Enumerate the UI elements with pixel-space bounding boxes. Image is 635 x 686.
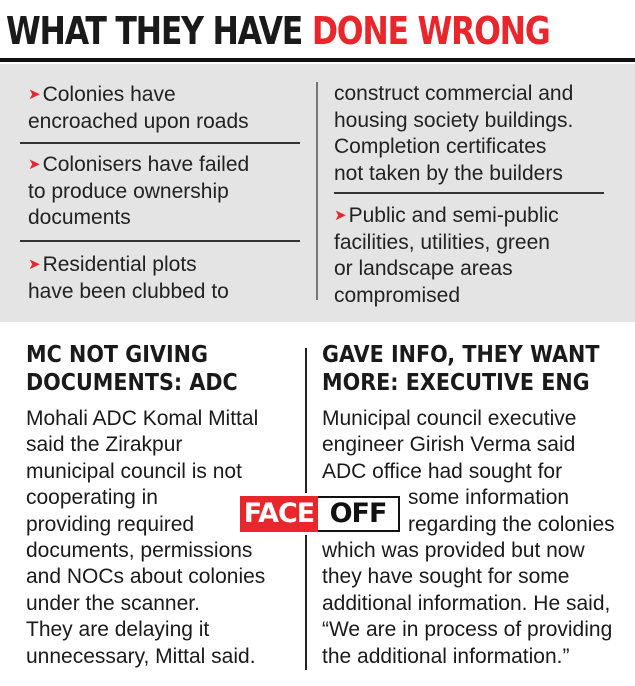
item-divider — [20, 240, 300, 242]
bullet-item: ➤Residential plots have been clubbed to — [28, 253, 229, 303]
bullet-item: ➤Colonies have encroached upon roads — [28, 83, 249, 133]
panel-separator — [0, 322, 635, 323]
column-divider — [316, 82, 318, 300]
headline-part1: WHAT THEY HAVE — [6, 9, 312, 53]
faceoff-face: FACE — [240, 496, 318, 532]
bullet-item: ➤Public and semi-public facilities, utilities, green or landscape areas compromised — [334, 204, 559, 307]
item-divider — [334, 192, 604, 194]
bullet-item: ➤Colonisers have failed to produce ownership documents — [28, 153, 250, 229]
arrow-icon: ➤ — [28, 156, 41, 173]
item-divider — [20, 142, 300, 144]
left-body: Mohali ADC Komal Mittal said the Zirakpur municipal council is not cooperating in providing required documents, permissions and NOCs about colonies under the scanner. They are delaying it unnecessary, Mittal said. — [26, 407, 266, 668]
headline-part2: DONE WRONG — [311, 9, 550, 53]
arrow-icon: ➤ — [334, 207, 347, 224]
bullet-item-continued: construct commercial and housing society buildings. Completion certificates not taken by the builders — [334, 82, 574, 185]
faceoff-logo — [240, 496, 400, 532]
headline — [6, 6, 550, 56]
wrongs-panel — [0, 64, 635, 322]
right-body: Municipal council executive engineer Girish Verma said ADC office had sought for some information regarding the colonies which was provided but now they have sought for some additional information. He said, “We are in process of providing the additional information.” — [322, 407, 615, 668]
right-heading: GAVE INFO, THEY WANT MORE: EXECUTIVE ENG — [322, 342, 600, 396]
left-heading: MC NOT GIVING DOCUMENTS: ADC — [26, 342, 238, 396]
headline-rule — [0, 58, 635, 62]
arrow-icon: ➤ — [28, 86, 41, 103]
arrow-icon: ➤ — [28, 256, 41, 273]
faceoff-off: OFF — [318, 496, 400, 532]
